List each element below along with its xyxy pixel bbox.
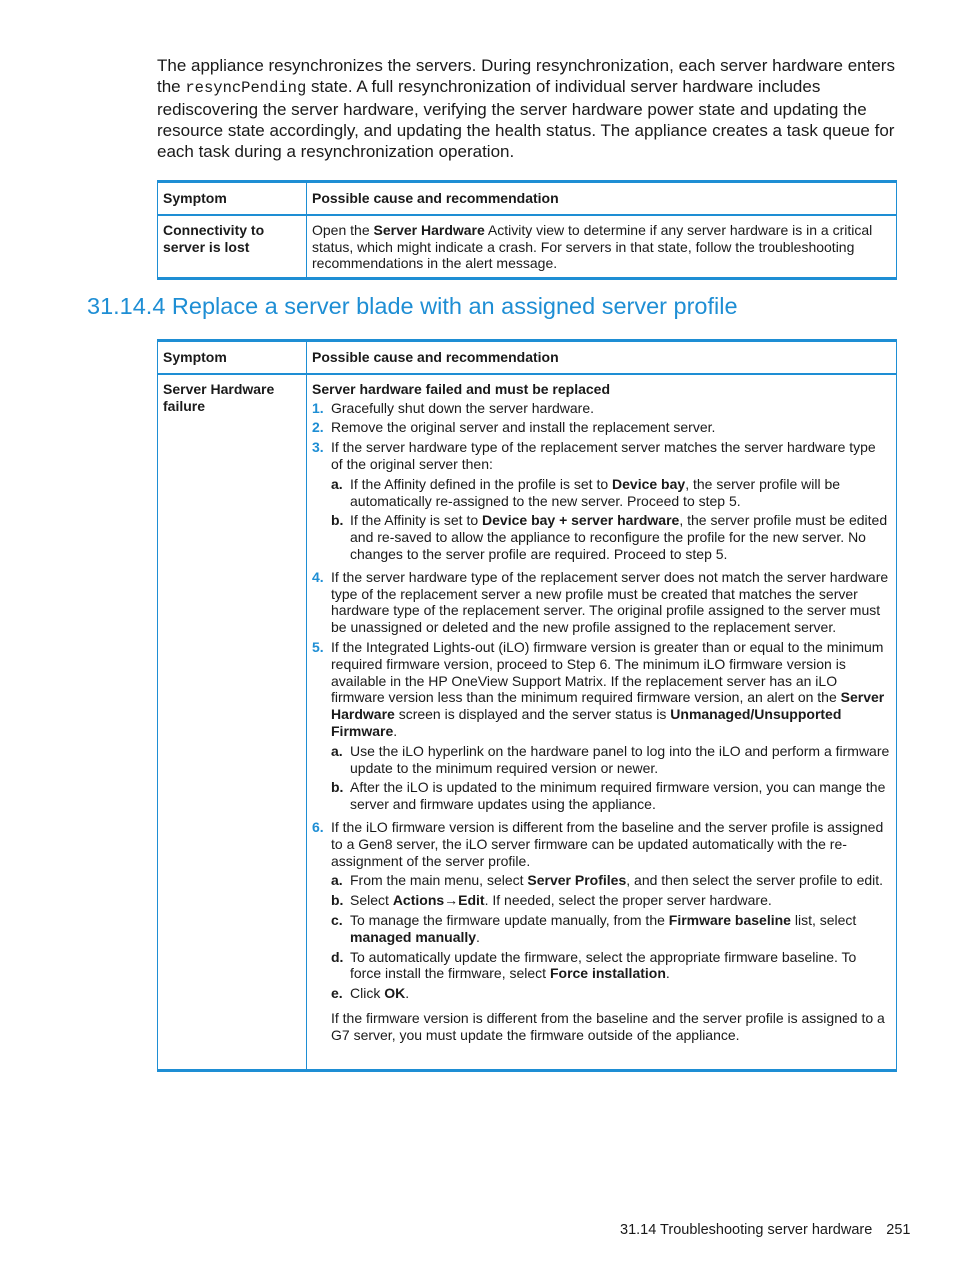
step-text: . (393, 722, 398, 739)
table-row (158, 374, 897, 1071)
step-bold: Server Hardware (331, 689, 885, 723)
intro-text-1: The appliance resynchronizes the servers. During resynchronization, each server hardware enters the (157, 56, 895, 96)
page-number: 251 (886, 1222, 911, 1238)
step-text: If the Integrated Lights-out (iLO) firmware version is greater than or equal to the minimum required firmware version, proceed to Step 6. The minimum iLO firmware version is available in the HP OneView Support Matrix. If the replacement server has an iLO firmware version less than the minimum required firmware version, an alert on the (331, 638, 884, 706)
intro-text-2: state. A full resynchronization of individual server hardware includes rediscovering the server hardware, verifying the server hardware power state and updating the resource state accordingly, and updating the health status. The appliance creates a task queue for each task during a resynchronization operation. (157, 77, 895, 161)
substep-letter: b. (331, 512, 344, 529)
symptom-cell: Connectivity to server is lost (158, 215, 307, 279)
step-1 (312, 400, 891, 417)
substep-bold: Server Profiles (527, 872, 627, 889)
substep-letter: a. (331, 742, 343, 759)
substep-text: After the iLO is updated to the minimum required firmware version, you can mange the server and firmware updates using the appliance. (350, 779, 886, 813)
substeps-list (331, 476, 891, 563)
substep-text: list, select (790, 911, 857, 928)
header-cause: Possible cause and recommendation (307, 341, 897, 374)
step-2 (312, 419, 891, 436)
substep-text: . (476, 928, 480, 945)
substep-letter: c. (331, 911, 343, 928)
cause-cell (307, 374, 897, 1071)
step-number: 3. (312, 439, 324, 456)
substep (331, 985, 891, 1002)
substep-bold: Firmware baseline (668, 911, 791, 928)
substep (331, 872, 891, 889)
substep-bold: Device bay + server hardware (482, 512, 680, 529)
table-row (158, 215, 897, 279)
cause-cell (307, 215, 897, 279)
substep-text: Select (350, 892, 393, 909)
cause-text-pre: Open the (312, 221, 374, 238)
substep-bold: managed manually (350, 928, 477, 945)
section-heading: 31.14.4 Replace a server blade with an assigned server profile (87, 293, 738, 319)
step-3 (312, 439, 891, 563)
substep-letter: b. (331, 892, 344, 909)
substep (331, 743, 891, 777)
intro-paragraph (157, 55, 902, 162)
intro-code: resyncPending (185, 79, 307, 97)
step-number: 5. (312, 638, 324, 655)
step-bold: Unmanaged/Unsupported Firmware (331, 706, 842, 739)
substep-text: , the server profile must be edited and re-saved to allow the appliance to reconfigure the profile for the new server. No changes to the server profile are required. Proceed to step 5. (350, 512, 888, 562)
substep (331, 949, 891, 983)
connectivity-table (157, 180, 897, 280)
step-number: 6. (312, 818, 324, 835)
header-symptom: Symptom (158, 341, 307, 374)
substep (331, 779, 891, 813)
substep (331, 512, 891, 562)
step-text: If the server hardware type of the replacement server does not match the server hardware type of the replacement server a new profile must be created that matches the server hardware type of the replacement server. The original profile assigned to the server must be unassigned or deleted and the new profile assigned to the replacement server. (331, 568, 889, 636)
substep (331, 912, 891, 946)
cause-heading-text: Server hardware failed and must be replaced (312, 380, 611, 397)
substep-text: , the server profile will be automatically re-assigned to the new server. Proceed to step 5. (350, 475, 841, 509)
menu-arrow: → (444, 892, 459, 909)
cause-text-post: Activity view to determine if any server hardware is in a critical status, which might indicate a crash. For servers in that state, follow the troubleshooting recommendations in the alert message. (312, 221, 873, 272)
substeps-list (331, 743, 891, 813)
cause-text-bold: Server Hardware (373, 221, 485, 238)
step-text: Remove the original server and install the replacement server. (331, 419, 716, 436)
step-text: If the server hardware type of the replacement server matches the server hardware type of the original server then: (331, 439, 876, 472)
substep-bold: Actions (392, 892, 445, 909)
header-cause: Possible cause and recommendation (307, 182, 897, 215)
substep-letter: a. (331, 475, 343, 492)
substep-bold: Device bay (612, 475, 686, 492)
substep-text: To automatically update the firmware, select the appropriate firmware baseline. To force install the firmware, select (350, 948, 857, 982)
substep-bold: Edit (458, 892, 485, 909)
substep-text: Use the iLO hyperlink on the hardware panel to log into the iLO and perform a firmware update to the minimum required version or newer. (350, 742, 890, 776)
substep-text: . (405, 985, 410, 1002)
step-number: 2. (312, 419, 324, 436)
footer-section: 31.14 Troubleshooting server hardware (620, 1222, 873, 1238)
symptom-cell: Server Hardware failure (158, 374, 307, 1071)
substep-bold: OK (384, 985, 406, 1002)
substep-text: If the Affinity is set to (350, 512, 483, 529)
cause-heading (312, 381, 891, 398)
substep-letter: b. (331, 779, 344, 796)
step-text: screen is displayed and the server status is (394, 706, 671, 723)
step-6 (312, 819, 891, 1002)
substep-text: To manage the firmware update manually, from the (350, 911, 669, 928)
step-text: Gracefully shut down the server hardware. (331, 399, 595, 416)
step-number: 4. (312, 568, 324, 585)
g7-note: If the firmware version is different from the baseline and the server profile is assigned to a G7 server, you must update the firmware outside of the appliance. (331, 1009, 885, 1043)
substep-text: . If needed, select the proper server hardware. (484, 892, 772, 909)
replace-blade-table (157, 339, 897, 1072)
header-symptom: Symptom (158, 182, 307, 215)
substep-text: , and then select the server profile to edit. (626, 872, 884, 889)
table-header-row (158, 182, 897, 215)
substep-text: Click (350, 985, 385, 1002)
page-footer (620, 1222, 911, 1238)
substep-letter: a. (331, 872, 343, 889)
substep-bold: Force installation (549, 965, 666, 982)
substep-text: If the Affinity defined in the profile is set to (350, 475, 613, 492)
step-5 (312, 639, 891, 813)
table-header-row (158, 341, 897, 374)
substeps-list (331, 872, 891, 1002)
steps-list (312, 400, 891, 1002)
step-4 (312, 569, 891, 636)
step-text: If the iLO firmware version is different from the baseline and the server profile is assigned to a Gen8 server, the iLO server firmware can be updated automatically with the re-assignment of the server profile. (331, 818, 884, 869)
substep-letter: e. (331, 985, 343, 1002)
substep (331, 476, 891, 510)
substep-letter: d. (331, 948, 344, 965)
substep-text: . (665, 965, 670, 982)
step-number: 1. (312, 399, 324, 416)
substep-text: From the main menu, select (350, 872, 528, 889)
substep (331, 892, 891, 909)
